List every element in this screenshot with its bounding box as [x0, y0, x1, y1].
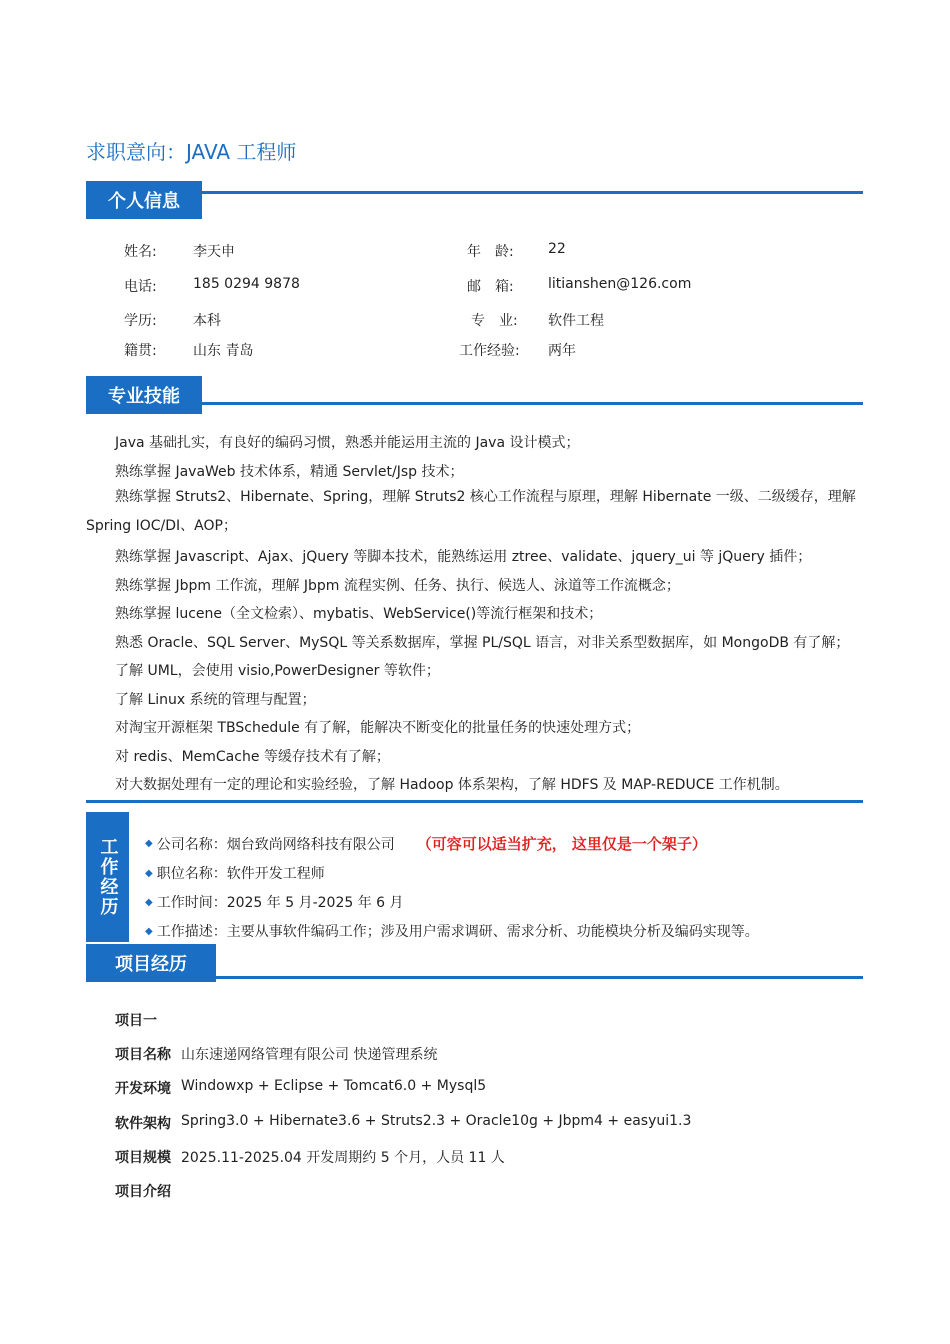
age-label: 年 龄: [467, 244, 514, 260]
skill-item: 对 redis、MemCache 等缓存技术有了解； [115, 749, 390, 765]
origin-value: 山东 青岛 [193, 343, 254, 359]
project-scale-label: 项目规模 [115, 1150, 171, 1166]
age-value: 22 [548, 241, 566, 257]
project-intro-label: 项目介绍 [115, 1184, 171, 1200]
diamond-bullet-icon: ◆ [145, 925, 153, 937]
skill-item: 熟练掌握 Struts2、Hibernate、Spring，理解 Struts2 核心工作流程与原理，理解 Hibernate 一级、二级缓存，理解 Spring IOC/DI、AOP； [86, 489, 856, 534]
section-title-skills: 专业技能 [86, 376, 202, 414]
project-name-value: 山东速递网络管理有限公司 快递管理系统 [181, 1047, 438, 1063]
skill-item: 熟练掌握 JavaWeb 技术体系，精通 Servlet/Jsp 技术； [115, 464, 464, 480]
section-divider [86, 191, 863, 194]
email-value: litianshen@126.com [548, 276, 692, 292]
skill-item: 对大数据处理有一定的理论和实验经验，了解 Hadoop 体系架构，了解 HDFS 及 MAP-REDUCE 工作机制。 [115, 777, 789, 793]
phone-label: 电话: [124, 279, 157, 295]
project-name-label: 项目名称 [115, 1047, 171, 1063]
diamond-bullet-icon: ◆ [145, 838, 153, 849]
skill-item: 了解 Linux 系统的管理与配置； [115, 692, 316, 708]
skill-item: 熟练掌握 Javascript、Ajax、jQuery 等脚本技术，能熟练运用 ztree、validate、jquery_ui 等 jQuery 插件； [115, 549, 812, 565]
project-arch-value: Spring3.0 + Hibernate3.6 + Struts2.3 + Oracle10g + Jbpm4 + easyui1.3 [181, 1113, 692, 1129]
project-scale-value: 2025.11-2025.04 开发周期约 5 个月，人员 11 人 [181, 1150, 505, 1166]
project-arch-label: 软件架构 [115, 1116, 171, 1132]
skill-item: 对淘宝开源框架 TBSchedule 有了解，能解决不断变化的批量任务的快速处理方式； [115, 720, 641, 736]
section-title-work: 工作经历 [86, 812, 129, 942]
section-divider [86, 800, 863, 803]
email-label: 邮 箱: [467, 279, 514, 295]
work-position: ◆ 职位名称：软件开发工程师 [145, 866, 325, 882]
skill-item: 了解 UML，会使用 visio,PowerDesigner 等软件； [115, 663, 440, 679]
origin-label: 籍贯: [124, 343, 157, 359]
work-company: ◆ 公司名称：烟台致尚网络科技有限公司 （可容可以适当扩充， 这里仅是一个架子） [145, 835, 707, 853]
section-title-projects: 项目经历 [86, 944, 216, 982]
phone-value: 185 0294 9878 [193, 276, 300, 292]
experience-value: 两年 [548, 343, 576, 359]
major-value: 软件工程 [548, 313, 604, 329]
education-label: 学历: [124, 313, 157, 329]
diamond-bullet-icon: ◆ [145, 867, 153, 879]
name-label: 姓名: [124, 244, 157, 260]
skill-item: 熟练掌握 Jbpm 工作流，理解 Jbpm 流程实例、任务、执行、候选人、泳道等工作流概念； [115, 578, 680, 594]
project-env-label: 开发环境 [115, 1081, 171, 1097]
skill-item: 熟悉 Oracle、SQL Server、MySQL 等关系数据库，掌握 PL/SQL 语言，对非关系型数据库，如 MongoDB 有了解； [115, 635, 850, 651]
work-time: ◆ 工作时间：2025 年 5 月-2025 年 6 月 [145, 895, 404, 911]
skill-item: 熟练掌握 lucene（全文检索）、mybatis、WebService()等流行框架和技术； [115, 606, 603, 622]
project-env-value: Windowxp + Eclipse + Tomcat6.0 + Mysql5 [181, 1078, 487, 1094]
work-description: ◆ 工作描述：主要从事软件编码工作；涉及用户需求调研、需求分析、功能模块分析及编码实现等。 [145, 924, 759, 940]
education-value: 本科 [193, 313, 221, 329]
section-title-personal: 个人信息 [86, 181, 202, 219]
experience-label: 工作经验: [459, 343, 520, 359]
diamond-bullet-icon: ◆ [145, 896, 153, 908]
section-divider [86, 402, 863, 405]
project-title: 项目一 [115, 1013, 157, 1029]
job-objective: 求职意向：JAVA 工程师 [86, 140, 297, 164]
name-value: 李天申 [193, 244, 235, 260]
skill-item: Java 基础扎实，有良好的编码习惯，熟悉并能运用主流的 Java 设计模式； [115, 435, 580, 451]
major-label: 专 业: [471, 313, 518, 329]
work-note: （可容可以适当扩充， 这里仅是一个架子） [416, 835, 707, 853]
